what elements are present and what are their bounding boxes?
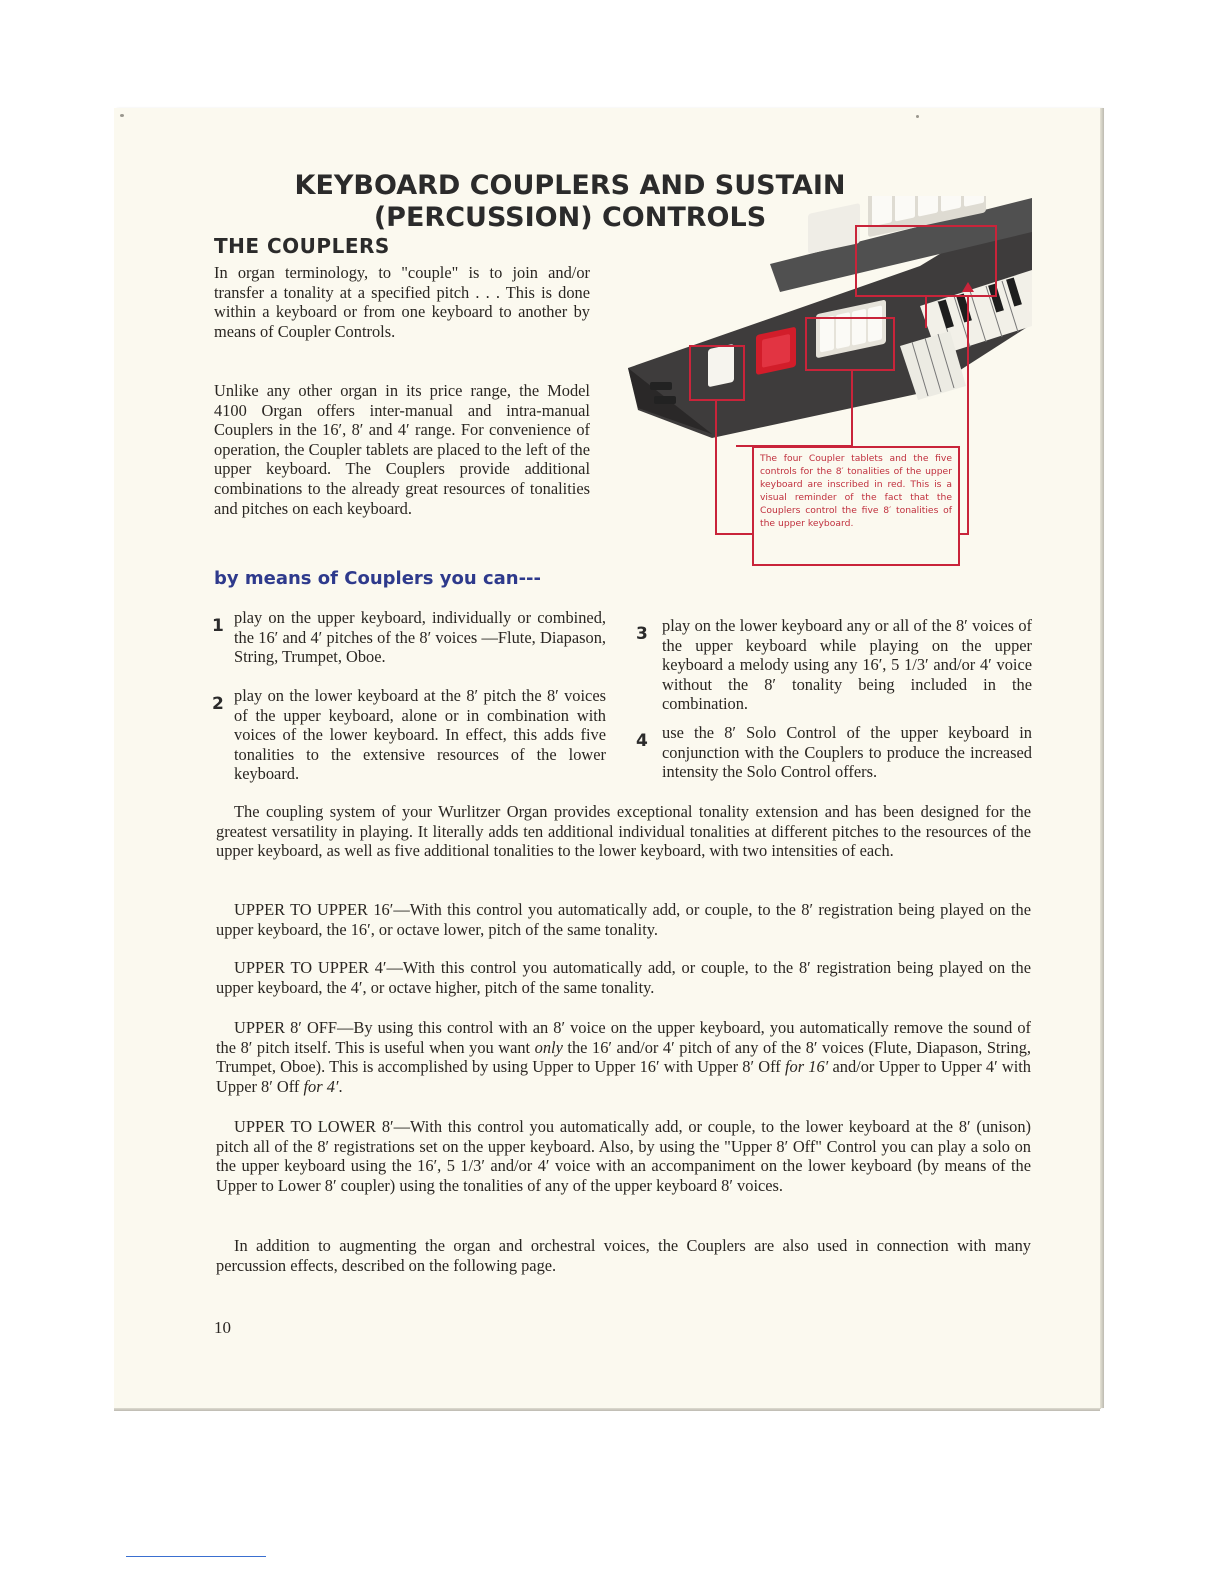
list-item-text: play on the lower keyboard at the 8′ pitch the 8′ voices of the upper keyboard, alone or in combination with voices of the lower keyboard. In effect, this adds five tonalities to the extensive resources of the lower keyboard. <box>234 686 606 784</box>
text-run: and/or Upper to Upper 4′ with Upper 8′ Off <box>216 1057 1032 1096</box>
list-item-number: 1 <box>212 616 224 636</box>
page-number: 10 <box>214 1318 231 1337</box>
page-title <box>170 170 970 234</box>
page-edge-bottom <box>114 1408 1100 1411</box>
text-run: . <box>338 1076 343 1096</box>
knob <box>650 382 672 390</box>
list-item-number: 4 <box>636 731 648 751</box>
body-paragraph-coupling-system: The coupling system of your Wurlitzer Organ provides exceptional tonality extension and has been designed for the greatest versatility in playing. It literally adds ten additional individual tonalities at different pitches to the resources of the upper keyboard, as well as five additional tonalities to the lower keyboard, with two intensities of each. <box>216 802 1031 861</box>
title-line-2: (PERCUSSION) CONTROLS <box>373 202 767 233</box>
blue-rule <box>126 1556 266 1557</box>
text-run: the 16′ and/or 4′ pitch of any of the 8′ voices (Flute, Diapason, String, Trumpet, Oboe). This is accomplished by using Upper to Upper 16′ with Upper 8′ Off <box>216 1037 1031 1077</box>
body-paragraph-upper-to-lower: UPPER TO LOWER 8′—With this control you automatically add, or couple, to the lower keyboard at the 8′ (unison) pitch all of the 8′ registrations set on the upper keyboard. Also, by using the "Upper 8′ Off" Control you can play a solo on the upper keyboard using the 16′, 5 1/3′ and/or 4′ voice with an accompaniment on the lower keyboard (by means of the Upper to Lower 8′ coupler) using the tonalities of any of the upper keyboard 8′ voices. <box>216 1117 1031 1195</box>
paper-speck <box>120 114 124 117</box>
figure-callout-box <box>752 446 960 566</box>
knob <box>654 396 676 404</box>
page-edge-right <box>1100 108 1104 1408</box>
title-line-1: KEYBOARD COUPLERS AND SUSTAIN <box>294 170 846 201</box>
section-heading: THE COUPLERS <box>214 234 390 258</box>
text-run: UPPER 8′ OFF—By using this control with an 8′ voice on the upper keyboard, you automatically remove the sound of the 8′ pitch itself. This is useful when you want <box>216 1018 1031 1057</box>
paper-speck <box>916 115 919 118</box>
list-item-text: play on the lower keyboard any or all of the 8′ voices of the upper keyboard while playing on the upper keyboard a melody using any 16′, 5 1/3′ and/or 4′ voice without the 8′ tonality being included in the combination. <box>662 616 1032 714</box>
emphasis-for-16: for 16′ <box>784 1057 829 1077</box>
body-paragraph-upper-16: UPPER TO UPPER 16′—With this control you automatically add, or couple, to the 8′ registration being played on the upper keyboard, the 16′, or octave lower, pitch of the same tonality. <box>216 900 1031 939</box>
list-item-text: use the 8′ Solo Control of the upper keyboard in conjunction with the Couplers to produce the increased intensity the Solo Control offers. <box>662 723 1032 782</box>
body-paragraph-upper-4: UPPER TO UPPER 4′—With this control you automatically add, or couple, to the 8′ registration being played on the upper keyboard, the 4′, or octave higher, pitch of the same tonality. <box>216 958 1031 997</box>
list-item-text: play on the upper keyboard, individually or combined, the 16′ and 4′ pitches of the 8′ voices —Flute, Diapason, String, Trumpet, Oboe. <box>234 608 606 667</box>
list-item-number: 3 <box>636 624 648 644</box>
emphasis-for-4: for 4′ <box>303 1076 339 1096</box>
means-heading: by means of Couplers you can--- <box>214 568 541 589</box>
left-tablet <box>708 344 734 388</box>
figure-caption: The four Coupler tablets and the five controls for the 8′ tonalities of the upper keyboard are inscribed in red. This is a visual reminder of the fact that the Couplers control the five 8′ tonalities of the upper keyboard. <box>760 453 952 529</box>
intro-paragraph-1: In organ terminology, to "couple" is to join and/or transfer a tonality at a specified pitch . . . This is done within a keyboard or from one keyboard to another by means of Coupler Controls. <box>214 263 590 341</box>
body-paragraph-upper-8-off <box>216 1018 1031 1096</box>
emphasis-only: only <box>534 1037 563 1057</box>
list-item-number: 2 <box>212 694 224 714</box>
intro-paragraph-2: Unlike any other organ in its price range, the Model 4100 Organ offers inter-manual and intra-manual Couplers in the 16′, 8′ and 4′ range. For convenience of operation, the Coupler tablets are placed to the left of the upper keyboard. The Couplers provide additional combinations to the already great resources of tonalities and pitches on each keyboard. <box>214 381 590 518</box>
body-paragraph-percussion: In addition to augmenting the organ and orchestral voices, the Couplers are also used in connection with many percussion effects, described on the following page. <box>216 1236 1031 1275</box>
